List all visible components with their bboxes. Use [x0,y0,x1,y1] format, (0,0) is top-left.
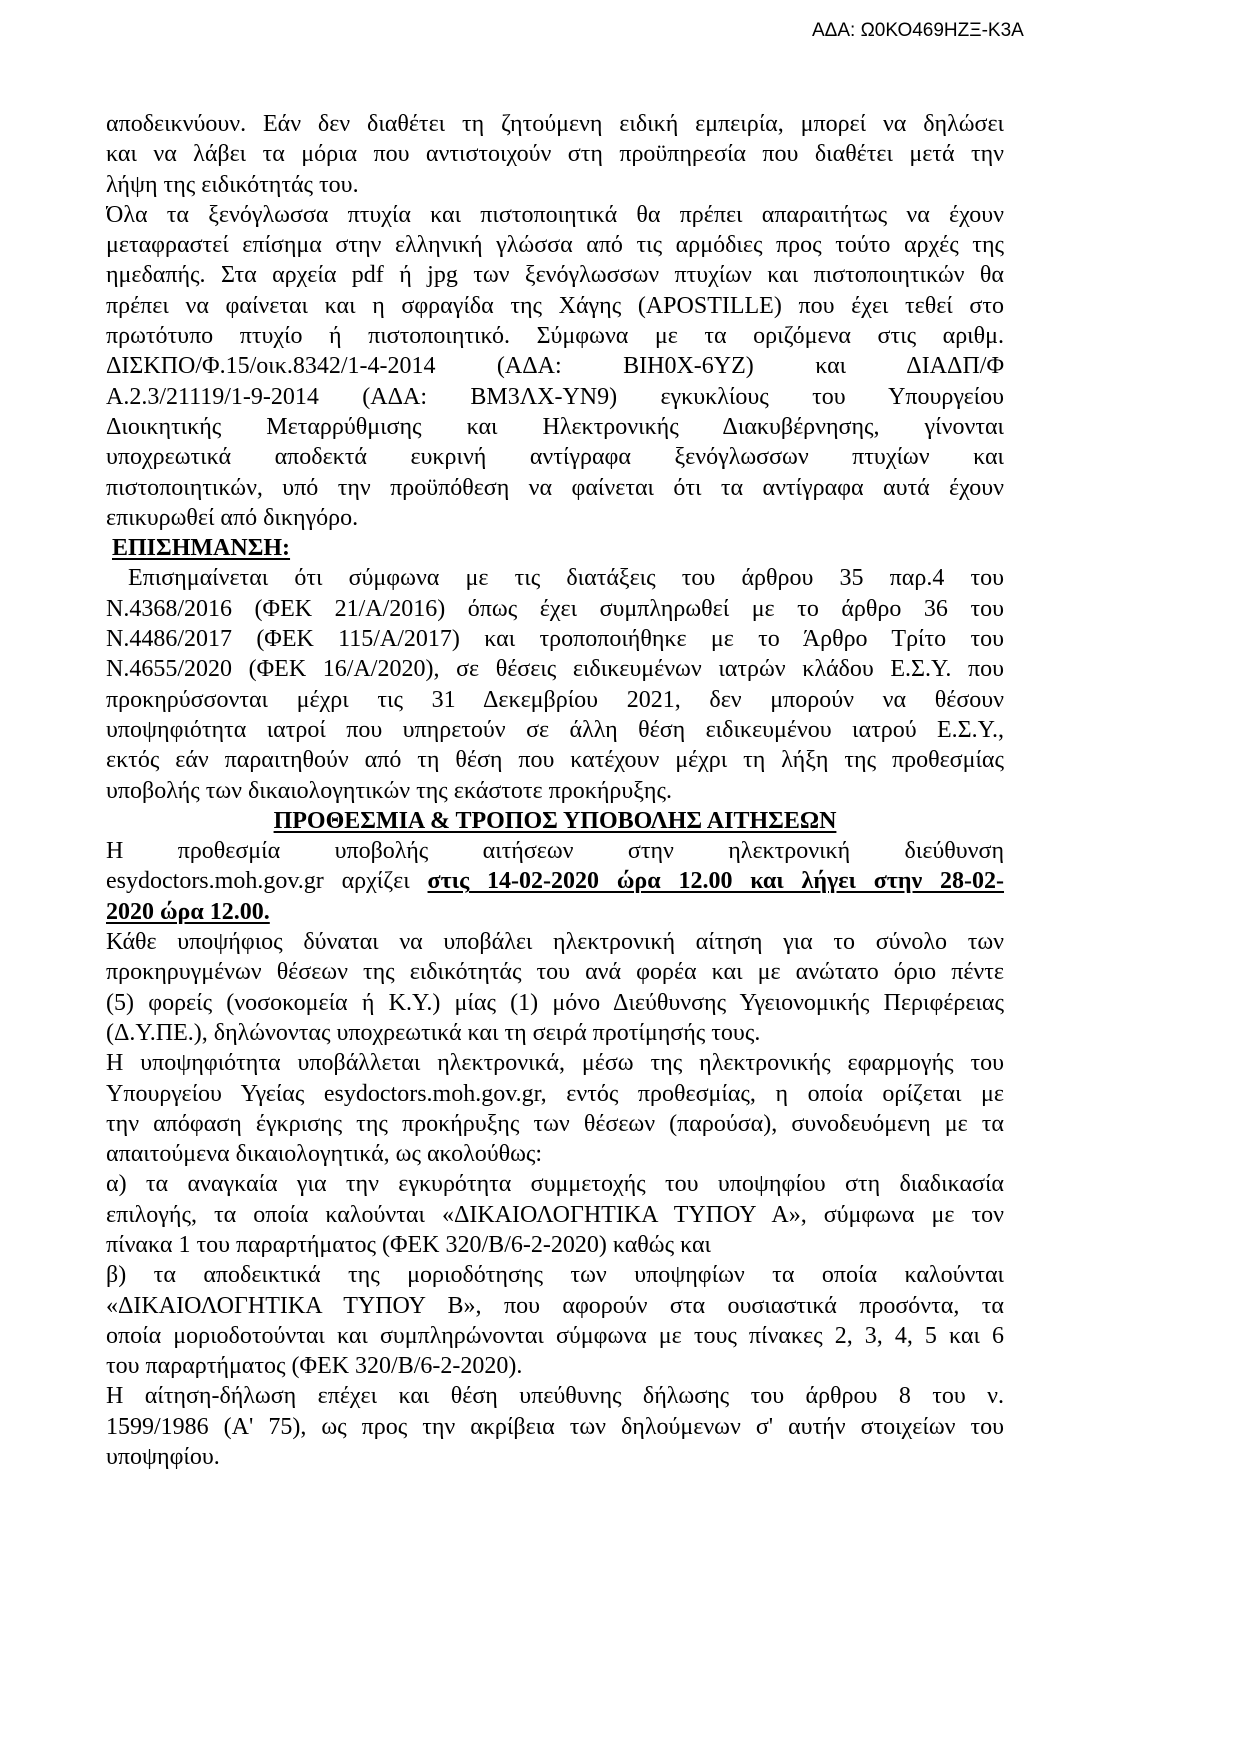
text-line: πίνακα 1 του παραρτήματος (ΦΕΚ 320/Β/6-2-2020) καθώς και [106,1231,712,1258]
text-line: επικυρωθεί από δικηγόρο. [106,504,359,531]
text-line: απαιτούμενα δικαιολογητικά, ως ακολούθως: [106,1141,543,1168]
text-line: υποψηφιότητα ιατροί που υπηρετούν σε άλλη θέση ειδικευμένου ιατρού Ε.Σ.Υ., [106,716,1004,743]
paragraph-submission [106,927,1004,1472]
text-line: την απόφαση έγκρισης της προκήρυξης των θέσεων (παρούσα), συνοδευόμενη με τα [106,1110,1004,1137]
text-line: Α.2.3/21119/1-9-2014 (ΑΔΑ: ΒΜ3ΛΧ-ΥΝ9) εγκυκλίους του Υπουργείου [106,383,1004,410]
text-line: λήψη της ειδικότητάς του. [106,171,359,198]
text-line: Ν.4486/2017 (ΦΕΚ 115/Α/2017) και τροποποιήθηκε με το Άρθρο Τρίτο του [106,626,1004,653]
text-line: Κάθε υποψήφιος δύναται να υποβάλει ηλεκτρονική αίτηση για το σύνολο των [106,929,1004,956]
text-line: α) τα αναγκαία για την εγκυρότητα συμμετοχής του υποψηφίου στη διαδικασία [106,1171,1004,1198]
deadline-line-2 [106,866,1004,896]
text-line: πιστοποιητικών, υπό την προϋπόθεση να φαίνεται ότι τα αντίγραφα αυτά έχουν [106,474,1004,501]
notice-heading-row [106,533,1004,563]
text-line: πρωτότυπο πτυχίο ή πιστοποιητικό. Σύμφωνα με τα οριζόμενα στις αριθμ. [106,323,1004,350]
text-line: προκηρυγμένων θέσεων της ειδικότητάς του ανά φορέα και με ανώτατο όριο πέντε [106,959,1004,986]
deadline-dates: στις 14-02-2020 ώρα 12.00 και λήγει στην 28-02- [427,868,1004,895]
text-line: εκτός εάν παραιτηθούν από τη θέση που κατέχουν μέχρι τη λήξη της προθεσμίας [106,747,1004,774]
text-line: υποχρεωτικά αποδεκτά ευκρινή αντίγραφα ξενόγλωσσων πτυχίων και [106,444,1004,471]
deadline-url-text: esydoctors.moh.gov.gr αρχίζει [106,868,428,895]
text-line: «ΔΙΚΑΙΟΛΟΓΗΤΙΚΑ ΤΥΠΟΥ Β», που αφορούν στα ουσιαστικά προσόντα, τα [106,1292,1004,1319]
text-line: ΔΙΣΚΠΟ/Φ.15/οικ.8342/1-4-2014 (ΑΔΑ: ΒΙΗ0Χ-6ΥΖ) και ΔΙΑΔΠ/Φ [106,353,1004,380]
deadline-end-time: 2020 ώρα 12.00. [106,898,270,925]
text-line: Όλα τα ξενόγλωσσα πτυχία και πιστοποιητικά θα πρέπει απαραιτήτως να έχουν [106,201,1004,228]
text-line: Ν.4368/2016 (ΦΕΚ 21/Α/2016) όπως έχει συμπληρωθεί με το άρθρο 36 του [106,595,1004,622]
text-line: πρέπει να φαίνεται και η σφραγίδα της Χάγης (APOSTILLE) που έχει τεθεί στο [106,292,1004,319]
text-line: επιλογής, τα οποία καλούνται «ΔΙΚΑΙΟΛΟΓΗΤΙΚΑ ΤΥΠΟΥ Α», σύμφωνα με τον [106,1201,1004,1228]
text-line: β) τα αποδεικτικά της μοριοδότησης των υποψηφίων τα οποία καλούνται [106,1262,1004,1289]
text-line: Υπουργείου Υγείας esydoctors.moh.gov.gr, εντός προθεσμίας, η οποία ορίζεται με [106,1080,1004,1107]
text-line: αποδεικνύουν. Εάν δεν διαθέτει τη ζητούμενη ειδική εμπειρία, μπορεί να δηλώσει [106,111,1004,137]
document-body [106,109,1004,1472]
text-line: του παραρτήματος (ΦΕΚ 320/Β/6-2-2020). [106,1353,523,1380]
text-line: μεταφραστεί επίσημα στην ελληνική γλώσσα από τις αρμόδιες προς τούτο αρχές της [106,232,1004,259]
notice-heading: ΕΠΙΣΗΜΑΝΣΗ: [112,535,291,562]
text-line: Διοικητικής Μεταρρύθμισης και Ηλεκτρονικής Διακυβέρνησης, γίνονται [106,413,1004,440]
text-line: οποία μοριοδοτούνται και συμπληρώνονται σύμφωνα με τους πίνακες 2, 3, 4, 5 και 6 [106,1322,1004,1349]
text-line: (Δ.Υ.ΠΕ.), δηλώνοντας υποχρεωτικά και τη σειρά προτίμησής τους. [106,1019,761,1046]
section-heading: ΠΡΟΘΕΣΜΙΑ & ΤΡΟΠΟΣ ΥΠΟΒΟΛΗΣ ΑΙΤΗΣΕΩΝ [273,807,837,834]
text-line: Ν.4655/2020 (ΦΕΚ 16/Α/2020), σε θέσεις ειδικευμένων ιατρών κλάδου Ε.Σ.Υ. που [106,656,1004,683]
section-heading-row [106,806,1004,836]
text-line: Η υποψηφιότητα υποβάλλεται ηλεκτρονικά, μέσω της ηλεκτρονικής εφαρμογής του [106,1050,1004,1077]
ada-identifier: ΑΔΑ: Ω0ΚΟ469ΗΖΞ-Κ3Α [812,20,1024,41]
paragraph-notice [106,563,1004,805]
text-line: Επισημαίνεται ότι σύμφωνα με τις διατάξεις του άρθρου 35 παρ.4 του [128,565,1004,592]
text-line: υποψηφίου. [106,1444,220,1471]
text-line: ημεδαπής. Στα αρχεία pdf ή jpg των ξενόγλωσσων πτυχίων και πιστοποιητικών θα [106,262,1004,289]
deadline-line-3 [106,897,1004,927]
text-line: υποβολής των δικαιολογητικών της εκάστοτε προκήρυξης. [106,777,672,804]
text-line: και να λάβει τα μόρια που αντιστοιχούν στη προϋπηρεσία που διαθέτει μετά την [106,141,1004,168]
deadline-line-1: Η προθεσμία υποβολής αιτήσεων στην ηλεκτρονική διεύθυνση [106,838,1004,865]
text-line: προκηρύσσονται μέχρι τις 31 Δεκεμβρίου 2021, δεν μπορούν να θέσουν [106,686,1004,713]
text-line: 1599/1986 (Α' 75), ως προς την ακρίβεια των δηλούμενων σ' αυτήν στοιχείων του [106,1413,1004,1440]
text-line: Η αίτηση-δήλωση επέχει και θέση υπεύθυνης δήλωσης του άρθρου 8 του ν. [106,1383,1004,1410]
text-line: (5) φορείς (νοσοκομεία ή Κ.Υ.) μίας (1) μόνο Διεύθυνσης Υγειονομικής Περιφέρειας [106,989,1004,1016]
paragraph-foreign-diplomas [106,109,1004,533]
